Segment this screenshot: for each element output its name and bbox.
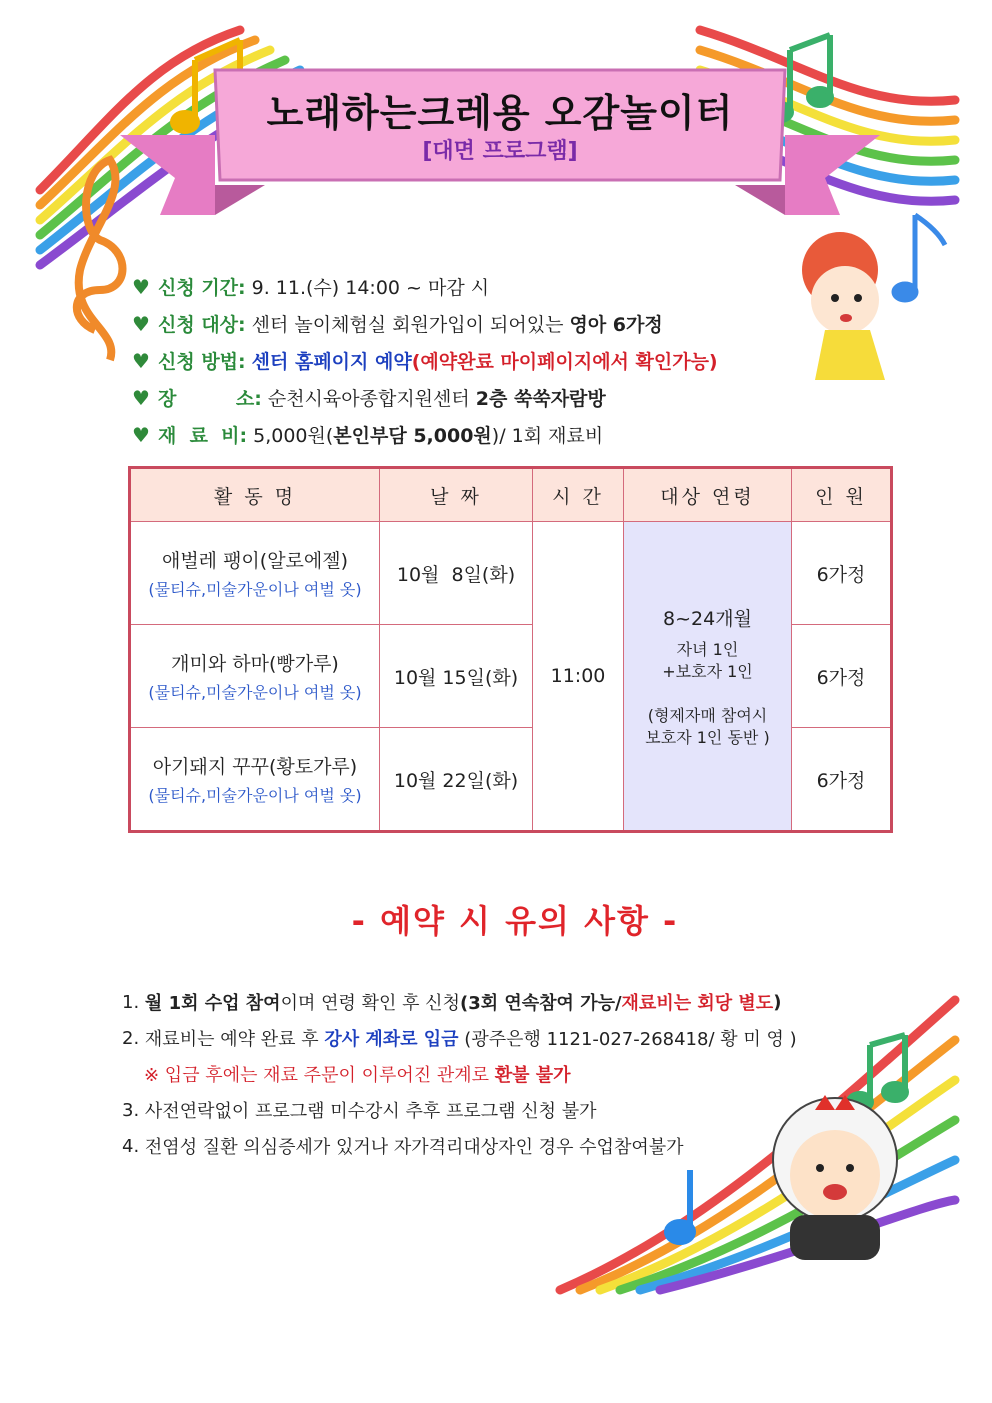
age-detail: 보호자 1인 동반 )	[645, 727, 770, 747]
table-header-row	[130, 468, 892, 522]
table-header: 인 원	[792, 468, 892, 522]
info-list	[132, 268, 832, 453]
title-banner	[120, 60, 880, 240]
notice-item-3	[122, 1092, 882, 1128]
age-detail: +보호자 1인	[662, 661, 753, 681]
table-header: 날 짜	[380, 468, 533, 522]
info-value-bold: 본인부담 5,000원	[333, 425, 492, 447]
activity-name: 개미와 하마(빵가루)	[171, 653, 339, 675]
activity-name: 애벌레 팽이(알로에젤)	[161, 550, 349, 572]
info-place	[132, 379, 832, 416]
notice-red: 재료비는 회당 별도	[621, 993, 774, 1014]
info-value: )/ 1회 재료비	[491, 425, 604, 447]
notice-bold: 환불 불가	[494, 1065, 571, 1086]
notice-list	[122, 984, 882, 1164]
notice-bold: (3회 연속참여 가능/	[459, 993, 622, 1014]
info-value: 5,000원(	[253, 425, 334, 447]
activity-cell	[130, 522, 380, 625]
info-label: 장 소:	[158, 388, 262, 410]
age-cell	[624, 522, 792, 832]
notice-item-4	[122, 1128, 882, 1164]
activity-note: (물티슈,미술가운이나 여벌 옷)	[148, 683, 362, 702]
info-value-bold: 영아 6가정	[569, 314, 663, 336]
date-cell: 10월 8일(화)	[380, 522, 533, 625]
info-value-red: (예약완료 마이페이지에서 확인가능)	[411, 351, 718, 373]
activity-note: (물티슈,미술가운이나 여벌 옷)	[148, 786, 362, 805]
item-number: 1.	[122, 991, 140, 1013]
age-range: 8~24개월	[663, 607, 752, 630]
schedule-table	[128, 466, 893, 833]
heart-icon: ♥	[132, 311, 150, 336]
activity-cell	[130, 625, 380, 728]
notice-warning	[122, 1056, 882, 1092]
notice-text: 이며 연령 확인 후 신청	[280, 993, 460, 1014]
count-cell: 6가정	[792, 522, 892, 625]
notice-item-1	[122, 984, 882, 1020]
notice-text: ※ 입금 후에는 재료 주문이 이루어진 관계로	[144, 1065, 490, 1086]
notice-blue: 강사 계좌로 입금	[324, 1029, 459, 1050]
notice-bold: )	[773, 991, 782, 1013]
page-subtitle: [대면 프로그램]	[422, 139, 578, 164]
notice-text: 재료비는 예약 완료 후	[144, 1029, 319, 1050]
info-label: 신청 대상:	[158, 314, 246, 336]
activity-cell	[130, 728, 380, 832]
date-cell: 10월 22일(화)	[380, 728, 533, 832]
age-detail: 자녀 1인	[676, 639, 739, 659]
table-row	[130, 522, 892, 625]
table-header: 활 동 명	[130, 468, 380, 522]
page-title: 노래하는크레용 오감놀이터	[266, 91, 734, 135]
heart-icon: ♥	[132, 274, 150, 299]
info-label: 신청 방법:	[158, 351, 246, 373]
item-number: 3.	[122, 1099, 140, 1121]
table-header: 대상 연령	[624, 468, 792, 522]
info-value-bold: 2층 쑥쑥자람방	[475, 388, 606, 410]
date-cell: 10월 15일(화)	[380, 625, 533, 728]
info-method	[132, 342, 832, 379]
item-number: 2.	[122, 1027, 140, 1049]
item-number: 4.	[122, 1135, 140, 1157]
notice-text: 전염성 질환 의심증세가 있거나 자가격리대상자인 경우 수업참여불가	[144, 1137, 684, 1158]
notice-title: - 예약 시 유의 사항 -	[351, 902, 679, 940]
notice-bold: 월 1회 수업 참여	[144, 993, 281, 1014]
info-fee	[132, 416, 832, 453]
age-detail: (형제자매 참여시	[647, 705, 768, 725]
count-cell: 6가정	[792, 728, 892, 832]
info-value-blue: 센터 홈페이지 예약	[251, 351, 412, 373]
info-value: 센터 놀이체험실 회원가입이 되어있는	[251, 314, 564, 336]
activity-name: 아기돼지 꾸꾸(황토가루)	[152, 756, 358, 778]
info-period	[132, 268, 832, 305]
count-cell: 6가정	[792, 625, 892, 728]
time-cell: 11:00	[533, 522, 624, 832]
notice-item-2	[122, 1020, 882, 1056]
table-header: 시 간	[533, 468, 624, 522]
notice-text: 사전연락없이 프로그램 미수강시 추후 프로그램 신청 불가	[144, 1101, 597, 1122]
notice-text: (광주은행 1121-027-268418/ 황 미 영 )	[464, 1029, 797, 1050]
info-label: 재 료 비:	[158, 425, 248, 447]
heart-icon: ♥	[132, 348, 150, 373]
info-value: 9. 11.(수) 14:00 ~ 마감 시	[251, 277, 490, 299]
info-value: 순천시육아종합지원센터	[267, 388, 470, 410]
music-note-icon	[667, 1170, 693, 1242]
heart-icon: ♥	[132, 422, 150, 447]
music-note-icon	[894, 215, 945, 300]
info-target	[132, 305, 832, 342]
heart-icon: ♥	[132, 385, 150, 410]
info-label: 신청 기간:	[158, 277, 246, 299]
activity-note: (물티슈,미술가운이나 여벌 옷)	[148, 580, 362, 599]
